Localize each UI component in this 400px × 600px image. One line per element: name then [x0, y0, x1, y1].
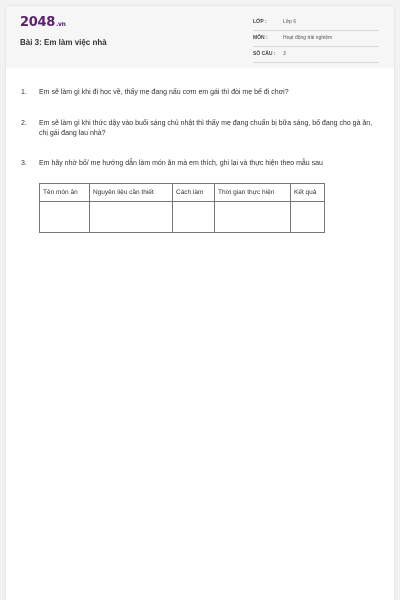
meta-value-subject: Hoạt động trải nghiệm — [283, 35, 333, 41]
meta-label-question-count: SỐ CÂU : — [253, 51, 276, 57]
meta-label-subject: MÔN : — [253, 35, 268, 41]
table-cell-ingredients[interactable] — [90, 202, 173, 233]
question-number: 2. — [21, 120, 27, 127]
question-item — [21, 159, 381, 169]
table-header-ingredients: Nguyên liệu cần thiết — [90, 184, 173, 202]
meta-value-question-count: 3 — [283, 51, 286, 57]
recipe-table — [39, 183, 325, 233]
site-logo[interactable] — [20, 15, 66, 30]
meta-row-subject — [253, 33, 379, 47]
meta-row-question-count — [253, 49, 379, 63]
table-cell-dish[interactable] — [40, 202, 90, 233]
meta-label-class: LỚP : — [253, 19, 267, 25]
meta-row-class — [253, 17, 379, 31]
table-header-result: Kết quả — [291, 184, 325, 202]
worksheet-header — [6, 6, 394, 68]
lesson-title: Bài 3: Em làm việc nhà — [20, 38, 107, 47]
table-header-dish: Tên món ăn — [40, 184, 90, 202]
table-row — [40, 202, 325, 233]
table-header-duration: Thời gian thực hiện — [215, 184, 291, 202]
question-item — [21, 88, 381, 98]
table-cell-method[interactable] — [173, 202, 215, 233]
question-item — [21, 119, 381, 139]
question-list — [21, 88, 381, 233]
table-cell-result[interactable] — [291, 202, 325, 233]
logo-tld-text: .vn — [55, 21, 66, 28]
question-number: 3. — [21, 160, 27, 167]
meta-value-class: Lớp 6 — [283, 19, 297, 25]
worksheet-page — [6, 6, 394, 600]
table-header-row — [40, 184, 325, 202]
question-text: Em sẽ làm gì khi đi học về, thấy mẹ đang nấu cơm em gái thì đòi mẹ bế đi chơi? — [39, 89, 289, 96]
logo-main-text: 2048 — [20, 15, 55, 30]
question-number: 1. — [21, 89, 27, 96]
question-text: Em hãy nhờ bố/ mẹ hướng dẫn làm món ăn mà em thích, ghi lại và thực hiện theo mẫu sau — [39, 160, 323, 167]
table-header-method: Cách làm — [173, 184, 215, 202]
table-cell-duration[interactable] — [215, 202, 291, 233]
question-text: Em sẽ làm gì khi thức dậy vào buổi sáng chủ nhật thì thấy mẹ đang chuẩn bị bữa sáng, bố đang cho gà ăn, chị gái đang lau nhà? — [39, 120, 373, 137]
